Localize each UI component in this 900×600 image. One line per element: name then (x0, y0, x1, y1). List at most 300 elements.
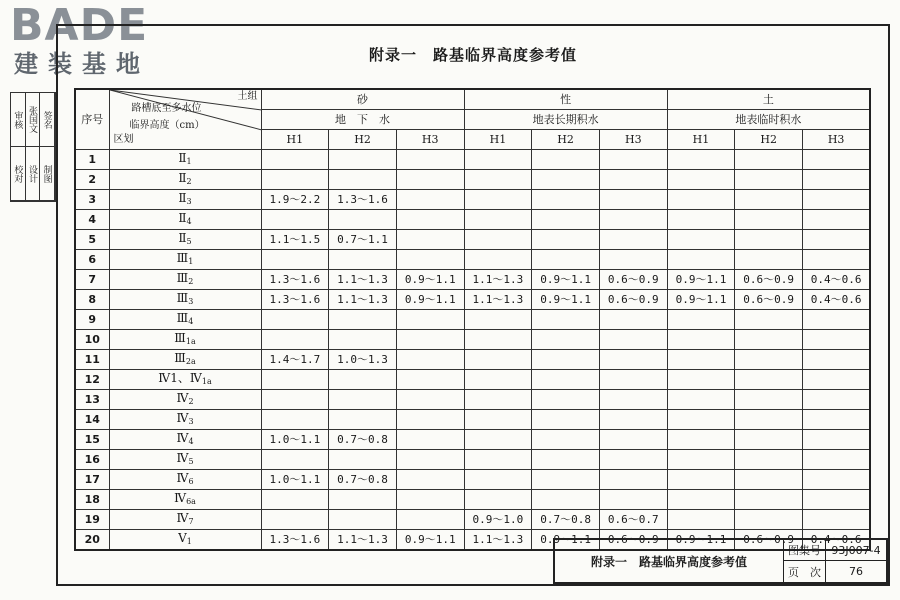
value-cell: 1.3～1.6 (261, 530, 329, 551)
h-header: H3 (599, 130, 667, 150)
row-number: 17 (75, 470, 109, 490)
h-header: H2 (735, 130, 803, 150)
zone-label: Ⅳ (176, 470, 189, 485)
value-cell: 0.6～0.9 (735, 530, 803, 551)
value-cell (396, 470, 464, 490)
title-block-meta (784, 540, 886, 582)
value-cell (532, 190, 600, 210)
value-cell (735, 410, 803, 430)
value-cell: 0.6～0.9 (735, 270, 803, 290)
value-cell (396, 370, 464, 390)
row-number: 16 (75, 450, 109, 470)
row-number: 2 (75, 170, 109, 190)
value-cell (735, 390, 803, 410)
value-cell (735, 230, 803, 250)
value-cell: 0.6～0.9 (735, 290, 803, 310)
value-cell (532, 370, 600, 390)
value-cell (329, 150, 397, 170)
value-cell (599, 310, 667, 330)
value-cell (667, 250, 735, 270)
value-cell (329, 450, 397, 470)
zone-cell (109, 390, 261, 410)
table-row (75, 390, 870, 410)
soil-group-3: 土 (667, 89, 870, 110)
value-cell (532, 330, 600, 350)
value-cell (464, 310, 532, 330)
value-cell (803, 430, 871, 450)
value-cell (464, 470, 532, 490)
value-cell (667, 170, 735, 190)
value-cell (532, 470, 600, 490)
value-cell (396, 450, 464, 470)
value-cell (803, 370, 871, 390)
title-block (553, 538, 888, 584)
value-cell (667, 490, 735, 510)
soil-group-1: 砂 (261, 89, 464, 110)
row-number: 18 (75, 490, 109, 510)
value-cell (667, 190, 735, 210)
page-label: 页 次 (784, 561, 826, 582)
value-cell (735, 330, 803, 350)
value-cell: 1.0～1.3 (329, 350, 397, 370)
critical-height-table (74, 88, 871, 551)
zone-label: Ⅱ (178, 190, 187, 205)
row-number: 3 (75, 190, 109, 210)
zone-label: Ⅱ (178, 150, 187, 165)
value-cell (599, 230, 667, 250)
value-cell (261, 170, 329, 190)
value-cell: 0.7～0.8 (532, 510, 600, 530)
table-row (75, 170, 870, 190)
row-number: 6 (75, 250, 109, 270)
zone-subscript: 1 (186, 536, 192, 546)
value-cell (735, 150, 803, 170)
value-cell (803, 490, 871, 510)
value-cell (396, 250, 464, 270)
value-cell (667, 330, 735, 350)
value-cell: 1.3～1.6 (329, 190, 397, 210)
table-row (75, 470, 870, 490)
value-cell: 0.9～1.1 (396, 530, 464, 551)
table-row (75, 230, 870, 250)
value-cell (329, 310, 397, 330)
zone-subscript: 5 (186, 236, 192, 246)
value-cell (599, 250, 667, 270)
watermark-cn: 建装基地 (14, 50, 150, 78)
value-cell (532, 310, 600, 330)
value-cell (735, 190, 803, 210)
value-cell (329, 170, 397, 190)
value-cell (599, 490, 667, 510)
value-cell (532, 150, 600, 170)
row-number: 4 (75, 210, 109, 230)
row-number: 10 (75, 330, 109, 350)
value-cell (667, 430, 735, 450)
water-long-term: 地表长期积水 (464, 110, 667, 130)
value-cell (532, 350, 600, 370)
value-cell: 0.4～0.6 (803, 270, 871, 290)
value-cell (464, 250, 532, 270)
value-cell (532, 170, 600, 190)
row-number: 1 (75, 150, 109, 170)
zone-subscript: 5 (188, 456, 194, 466)
h-header: H1 (261, 130, 329, 150)
value-cell: 1.1～1.3 (329, 530, 397, 551)
table-row (75, 210, 870, 230)
value-cell (261, 450, 329, 470)
value-cell: 1.1～1.3 (464, 290, 532, 310)
zone-label: Ⅴ (178, 530, 187, 545)
value-cell: 0.9～1.1 (667, 270, 735, 290)
row-number: 5 (75, 230, 109, 250)
value-cell (329, 210, 397, 230)
value-cell (261, 210, 329, 230)
value-cell (396, 410, 464, 430)
value-cell (667, 310, 735, 330)
table-row (75, 450, 870, 470)
zone-cell (109, 450, 261, 470)
value-cell: 1.4～1.7 (261, 350, 329, 370)
zone-cell (109, 430, 261, 450)
zone-label: Ⅲ (174, 330, 186, 345)
value-cell (396, 210, 464, 230)
zone-cell (109, 190, 261, 210)
watermark-latin: BADE (10, 0, 149, 51)
zone-subscript: 2a (185, 356, 196, 366)
zone-subscript: 6 (188, 476, 194, 486)
value-cell: 1.1～1.3 (329, 290, 397, 310)
value-cell (667, 390, 735, 410)
zone-label: Ⅲ (176, 290, 189, 305)
value-cell (667, 470, 735, 490)
atlas-label: 图集号 (784, 540, 826, 561)
diag-label-water: 路槽底至多水位 (131, 103, 202, 114)
value-cell (396, 230, 464, 250)
water-temporary: 地表临时积水 (667, 110, 870, 130)
zone-label: Ⅳ (176, 510, 189, 525)
value-cell: 1.3～1.6 (261, 290, 329, 310)
zone-label: Ⅱ (178, 230, 187, 245)
zone-subscript: 4 (186, 216, 192, 226)
value-cell (667, 230, 735, 250)
value-cell (599, 450, 667, 470)
table-body (75, 150, 870, 551)
value-cell (803, 390, 871, 410)
side-cell: 制图 (40, 147, 55, 201)
value-cell (599, 170, 667, 190)
value-cell (532, 450, 600, 470)
side-cell: 设计 (26, 147, 41, 201)
value-cell (329, 370, 397, 390)
value-cell (735, 250, 803, 270)
value-cell (803, 230, 871, 250)
value-cell (464, 350, 532, 370)
value-cell: 0.9～1.1 (532, 290, 600, 310)
table-row (75, 410, 870, 430)
value-cell (261, 490, 329, 510)
value-cell (396, 490, 464, 510)
zone-cell (109, 270, 261, 290)
zone-cell (109, 150, 261, 170)
value-cell (329, 390, 397, 410)
page-title: 附录一 路基临界高度参考值 (368, 46, 577, 64)
zone-subscript: 2 (188, 396, 194, 406)
value-cell (329, 330, 397, 350)
value-cell (599, 430, 667, 450)
value-cell (599, 210, 667, 230)
value-cell (803, 450, 871, 470)
value-cell: 1.3～1.6 (261, 270, 329, 290)
zone-subscript: 1 (188, 256, 194, 266)
zone-cell (109, 310, 261, 330)
row-number: 12 (75, 370, 109, 390)
h-header: H2 (532, 130, 600, 150)
zone-cell (109, 350, 261, 370)
row-number: 19 (75, 510, 109, 530)
value-cell (464, 370, 532, 390)
value-cell (599, 150, 667, 170)
value-cell (599, 390, 667, 410)
zone-label: Ⅲ (176, 270, 189, 285)
value-cell (735, 430, 803, 450)
value-cell (803, 250, 871, 270)
value-cell: 0.7～0.8 (329, 470, 397, 490)
table-row (75, 270, 870, 290)
zone-label: Ⅲ (174, 350, 186, 365)
atlas-value: 93J007-4 (826, 540, 886, 561)
row-number: 7 (75, 270, 109, 290)
value-cell: 1.9～2.2 (261, 190, 329, 210)
zone-subscript: 1a (185, 336, 196, 346)
value-cell (667, 450, 735, 470)
value-cell (261, 150, 329, 170)
value-cell (464, 430, 532, 450)
row-number: 11 (75, 350, 109, 370)
value-cell (396, 150, 464, 170)
zone-label: Ⅳ (174, 490, 187, 505)
value-cell (599, 190, 667, 210)
table-row (75, 350, 870, 370)
value-cell (261, 510, 329, 530)
value-cell (532, 410, 600, 430)
value-cell (803, 310, 871, 330)
value-cell (329, 490, 397, 510)
value-cell (464, 170, 532, 190)
zone-subscript: 2 (186, 176, 192, 186)
value-cell: 0.6～0.9 (599, 270, 667, 290)
row-number: 15 (75, 430, 109, 450)
zone-cell (109, 170, 261, 190)
value-cell (803, 470, 871, 490)
zone-cell (109, 230, 261, 250)
side-cell: 审核 (11, 93, 26, 147)
value-cell: 1.1～1.3 (329, 270, 397, 290)
side-cell: 校对 (11, 147, 26, 201)
value-cell: 1.0～1.1 (261, 470, 329, 490)
value-cell (261, 310, 329, 330)
row-number: 8 (75, 290, 109, 310)
value-cell: 1.1～1.3 (464, 530, 532, 551)
zone-cell (109, 530, 261, 551)
zone-label: Ⅳ (176, 410, 189, 425)
diag-label-height: 临界高度（cm） (129, 120, 205, 131)
value-cell (532, 230, 600, 250)
value-cell: 0.6～0.9 (599, 290, 667, 310)
zone-cell (109, 470, 261, 490)
zone-subscript: 3 (186, 196, 192, 206)
value-cell: 0.4～0.6 (803, 290, 871, 310)
value-cell (464, 450, 532, 470)
value-cell (532, 210, 600, 230)
value-cell: 0.7～1.1 (329, 230, 397, 250)
value-cell: 0.9～1.1 (667, 290, 735, 310)
zone-cell (109, 210, 261, 230)
value-cell (803, 170, 871, 190)
zone-label: Ⅳ (176, 450, 189, 465)
value-cell (667, 510, 735, 530)
zone-cell (109, 510, 261, 530)
value-cell (261, 250, 329, 270)
value-cell (396, 430, 464, 450)
value-cell (735, 310, 803, 330)
zone-subscript: 6a (186, 496, 196, 506)
value-cell (261, 330, 329, 350)
table-row (75, 510, 870, 530)
value-cell (599, 330, 667, 350)
value-cell (735, 170, 803, 190)
value-cell: 0.9～1.1 (396, 270, 464, 290)
value-cell (735, 450, 803, 470)
table-row (75, 290, 870, 310)
value-cell (735, 470, 803, 490)
value-cell (532, 490, 600, 510)
row-number: 14 (75, 410, 109, 430)
value-cell (329, 250, 397, 270)
h-header: H3 (396, 130, 464, 150)
zone-cell (109, 290, 261, 310)
h-header: H3 (803, 130, 871, 150)
value-cell (464, 150, 532, 170)
zone-label: Ⅳ1、Ⅳ (158, 370, 202, 385)
value-cell (464, 190, 532, 210)
value-cell (735, 350, 803, 370)
side-cell: 张国文 (26, 93, 41, 147)
zone-label: Ⅱ (178, 170, 187, 185)
value-cell (803, 190, 871, 210)
table-row (75, 190, 870, 210)
value-cell: 0.4～0.6 (803, 530, 871, 551)
value-cell (803, 330, 871, 350)
value-cell (667, 210, 735, 230)
value-cell (396, 170, 464, 190)
value-cell (261, 370, 329, 390)
value-cell (464, 410, 532, 430)
table-row (75, 430, 870, 450)
value-cell: 0.9～1.0 (464, 510, 532, 530)
soil-group-2: 性 (464, 89, 667, 110)
value-cell (396, 350, 464, 370)
zone-subscript: 4 (188, 316, 194, 326)
value-cell (464, 330, 532, 350)
table-row (75, 490, 870, 510)
value-cell (803, 210, 871, 230)
value-cell (599, 470, 667, 490)
value-cell: 0.6～0.9 (599, 530, 667, 551)
page-value: 76 (849, 565, 863, 578)
value-cell: 0.9～1.1 (396, 290, 464, 310)
row-number: 13 (75, 390, 109, 410)
value-cell (396, 330, 464, 350)
zone-subscript: 7 (188, 516, 194, 526)
table-row (75, 370, 870, 390)
value-cell: 1.1～1.3 (464, 270, 532, 290)
value-cell (667, 370, 735, 390)
value-cell (803, 410, 871, 430)
row-number: 9 (75, 310, 109, 330)
zone-cell (109, 490, 261, 510)
zone-subscript: 4 (188, 436, 194, 446)
value-cell (464, 490, 532, 510)
value-cell (735, 210, 803, 230)
zone-subscript: 2 (188, 276, 194, 286)
zone-label: Ⅳ (176, 430, 189, 445)
value-cell: 1.0～1.1 (261, 430, 329, 450)
diag-label-soil: 土组 (237, 91, 258, 102)
value-cell (599, 410, 667, 430)
value-cell (667, 150, 735, 170)
title-block-name: 附录一 路基临界高度参考值 (555, 540, 784, 582)
zone-subscript: 3 (188, 416, 194, 426)
value-cell (396, 310, 464, 330)
value-cell (735, 370, 803, 390)
zone-subscript: 3 (188, 296, 194, 306)
value-cell (396, 510, 464, 530)
value-cell: 0.6～0.7 (599, 510, 667, 530)
table-row (75, 150, 870, 170)
value-cell (735, 510, 803, 530)
zone-subscript: 1a (201, 376, 212, 386)
table-row (75, 250, 870, 270)
value-cell (599, 370, 667, 390)
zone-label: Ⅱ (178, 210, 187, 225)
value-cell: 0.7～0.8 (329, 430, 397, 450)
value-cell (464, 210, 532, 230)
value-cell (532, 390, 600, 410)
zone-cell (109, 370, 261, 390)
row-number: 20 (75, 530, 109, 551)
value-cell (803, 150, 871, 170)
zone-label: Ⅳ (176, 390, 189, 405)
h-header: H2 (329, 130, 397, 150)
value-cell (735, 490, 803, 510)
value-cell (532, 250, 600, 270)
seq-header: 序号 (75, 89, 109, 150)
value-cell (464, 230, 532, 250)
value-cell: 1.1～1.5 (261, 230, 329, 250)
approval-side-box (10, 92, 56, 202)
zone-subscript: 1 (186, 156, 192, 166)
water-groundwater: 地 下 水 (261, 110, 464, 130)
zone-cell (109, 410, 261, 430)
zone-label: Ⅲ (176, 250, 189, 265)
diagonal-header (109, 89, 261, 150)
h-header: H1 (464, 130, 532, 150)
diag-label-zone: 区划 (113, 134, 134, 145)
value-cell: 0.9～1.1 (532, 530, 600, 551)
table-row (75, 310, 870, 330)
h-header: H1 (667, 130, 735, 150)
zone-cell (109, 250, 261, 270)
